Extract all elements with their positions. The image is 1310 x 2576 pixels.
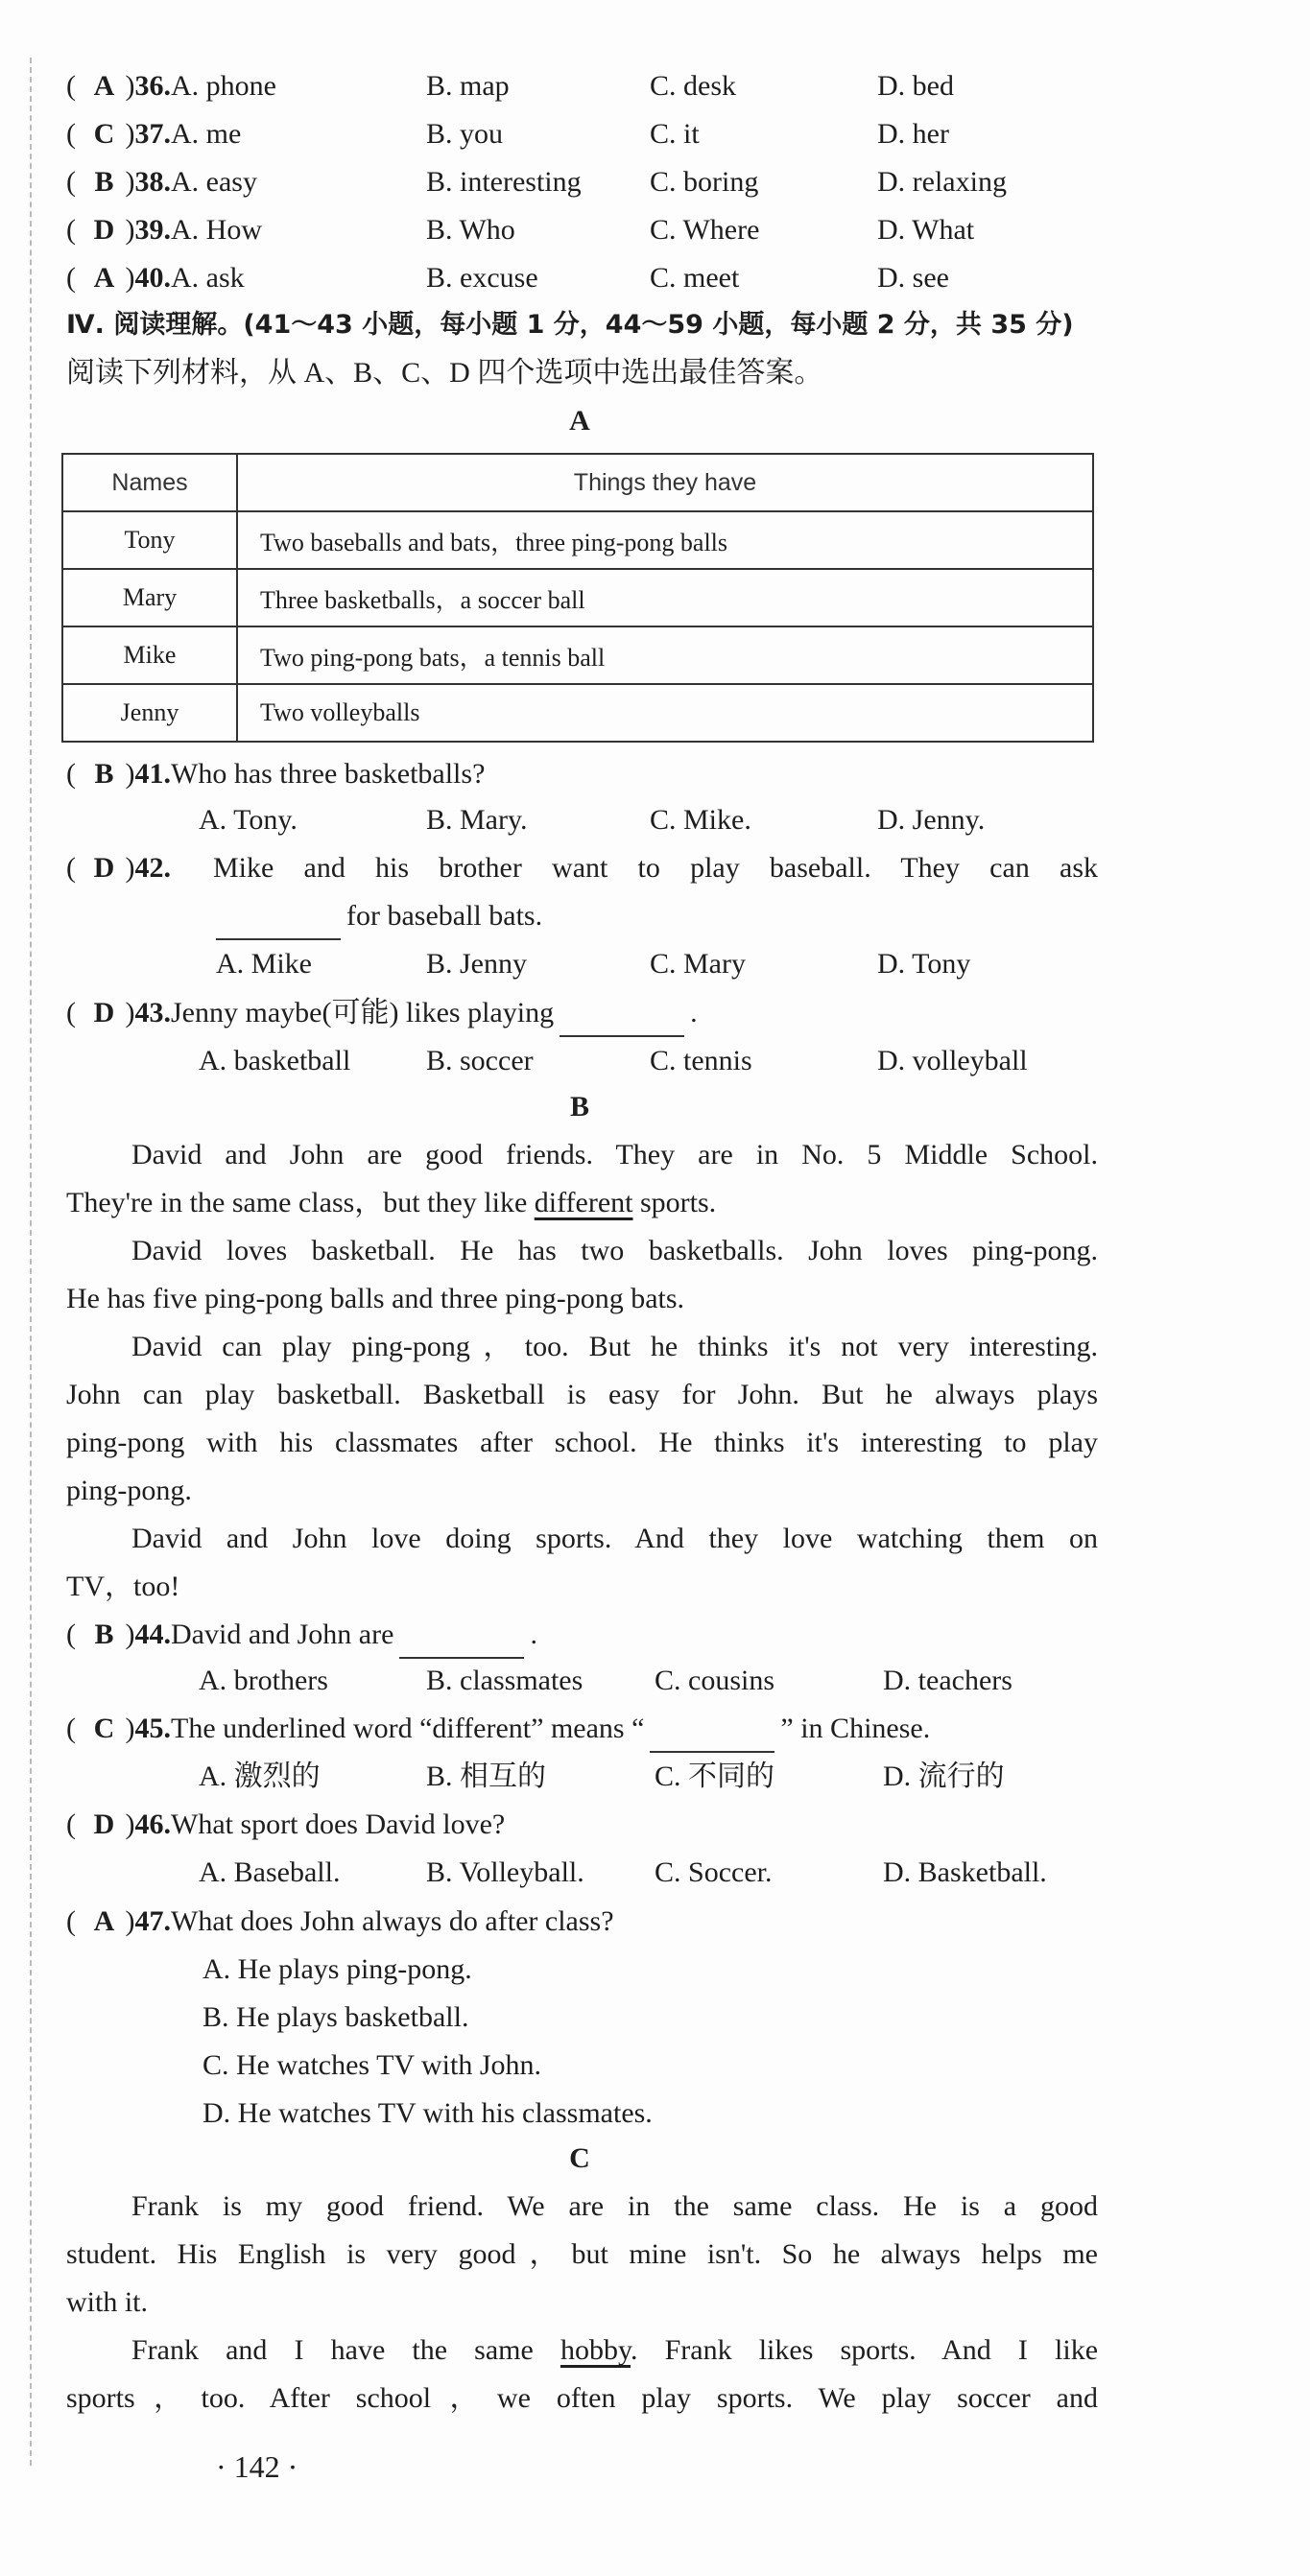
passage-line: David and John love doing sports. And they love watching them on: [131, 1523, 1098, 1554]
options-44: [0, 1657, 1310, 1705]
passage-line: ping-pong.: [66, 1475, 192, 1506]
option-c: C. boring: [650, 166, 759, 198]
things-table: [61, 453, 1094, 743]
option-d: D. teachers: [883, 1665, 1012, 1696]
option-a: A. 激烈的: [199, 1761, 321, 1792]
option-a: A. me: [171, 118, 242, 150]
question-42-continued: [216, 892, 542, 940]
answer-letter: D: [93, 214, 115, 246]
option-b: B. soccer: [426, 1045, 534, 1076]
option-b: B. Who: [426, 214, 515, 246]
option-d: D. see: [877, 262, 949, 294]
table-header-row: [62, 454, 1093, 511]
option-b: B. Mary.: [426, 804, 528, 836]
question-text-continued: for baseball bats.: [346, 900, 543, 932]
question-text: Who has three basketballs?: [171, 758, 486, 790]
passage-line: [131, 2327, 1098, 2375]
underlined-word: different: [534, 1187, 633, 1218]
answer-letter: C: [93, 1713, 115, 1744]
option-a: A. brothers: [199, 1665, 328, 1696]
options-43: [0, 1037, 1310, 1085]
text: sports.: [640, 1187, 717, 1218]
option-d: D. bed: [877, 70, 954, 102]
answer-letter: B: [94, 758, 114, 790]
option-d: D. Basketball.: [883, 1856, 1047, 1888]
answer-letter: C: [93, 118, 115, 150]
option-a: A. Tony.: [199, 804, 298, 836]
section-instruction: 阅读下列材料，从 A、B、C、D 四个选项中选出最佳答案。: [66, 357, 823, 389]
underlined-word: hobby: [560, 2334, 631, 2366]
answer-blank: [650, 1716, 774, 1753]
question-number: 43.: [134, 997, 171, 1028]
answer-letter: A: [93, 1905, 115, 1937]
column-header: Things they have: [237, 454, 1093, 511]
option-d: D. Tony: [877, 948, 971, 980]
question-number: 46.: [134, 1808, 171, 1840]
table-row: [62, 626, 1093, 684]
option-a: A. easy: [171, 166, 257, 198]
option-c: C. it: [650, 118, 700, 150]
passage-line: David loves basketball. He has two basketballs. John loves ping-pong.: [131, 1235, 1098, 1266]
answer-letter: A: [93, 262, 115, 294]
option-a: A. ask: [171, 262, 245, 294]
option-c: C. He watches TV with John.: [202, 2049, 542, 2081]
option-c: C. Soccer.: [655, 1856, 773, 1888]
table-row: [62, 511, 1093, 569]
option-d: D. 流行的: [883, 1761, 1005, 1792]
question-42: ( D )42. Mike and his brother want to play baseball. They can ask: [0, 844, 1310, 892]
option-a: A. Baseball.: [199, 1856, 341, 1888]
answer-letter: D: [93, 997, 115, 1028]
name-cell: Tony: [62, 511, 237, 569]
question-number: 39.: [134, 214, 171, 246]
passage-line: David can play ping-pong，too. But he thinks it's not very interesting.: [131, 1331, 1098, 1362]
question-text: What sport does David love?: [171, 1808, 506, 1840]
passage-line: John can play basketball. Basketball is easy for John. But he always plays: [66, 1379, 1098, 1410]
question-text: The underlined word “different” means “: [171, 1713, 645, 1744]
passage-line: He has five ping-pong balls and three ping-pong bats.: [66, 1283, 685, 1314]
answer-blank: [399, 1622, 524, 1659]
question-text: David and John are: [171, 1619, 394, 1650]
option-b: B. you: [426, 118, 504, 150]
options-41: [0, 796, 1310, 844]
things-cell: Three basketballs，a soccer ball: [237, 569, 1093, 626]
period: .: [690, 997, 698, 1028]
option-c: C. cousins: [655, 1665, 775, 1696]
name-cell: Jenny: [62, 684, 237, 742]
option-b: B. classmates: [426, 1665, 584, 1696]
option-c: C. tennis: [650, 1045, 752, 1076]
option-c: C. Mike.: [650, 804, 751, 836]
option-d: D. her: [877, 118, 949, 150]
option-b: B. map: [426, 70, 510, 102]
text: Frank and I have the same: [131, 2334, 534, 2366]
text: They're in the same class，but they like: [66, 1187, 528, 1218]
passage-line: student. His English is very good，but mine isn't. So he always helps me: [66, 2238, 1098, 2270]
passage-line: [66, 1179, 1098, 1227]
period: .: [530, 1619, 537, 1650]
option-b: B. excuse: [426, 262, 538, 294]
table-row: [62, 684, 1093, 742]
answer-letter: B: [94, 1619, 114, 1650]
question-number: 47.: [134, 1905, 171, 1937]
answer-letter: D: [93, 852, 115, 884]
passage-line: ping-pong with his classmates after school. He thinks it's interesting to play: [66, 1427, 1098, 1458]
option-c: C. meet: [650, 262, 740, 294]
option-c: C. 不同的: [655, 1761, 775, 1792]
column-header: Names: [62, 454, 237, 511]
name-cell: Mike: [62, 626, 237, 684]
cloze-row: ( A )40.A. ask B. excuse C. meet D. see: [0, 254, 1310, 302]
cloze-row: ( B )38.A. easy B. interesting C. boring D. relaxing: [0, 158, 1310, 206]
options-45: [0, 1753, 1310, 1801]
passage-c-title: C: [569, 2142, 590, 2174]
question-number: 45.: [134, 1713, 171, 1744]
question-number: 40.: [134, 262, 171, 294]
option-a: A. basketball: [199, 1045, 351, 1076]
cloze-row: ( D )39.A. How B. Who C. Where D. What: [0, 206, 1310, 254]
answer-blank: [216, 904, 341, 940]
question-text-end: ” in Chinese.: [780, 1713, 931, 1744]
page-number: · 142 ·: [216, 2449, 298, 2484]
cloze-row: ( C )37.A. me B. you C. it D. her: [0, 110, 1310, 158]
options-46: [0, 1849, 1310, 1897]
question-number: 36.: [134, 70, 171, 102]
text: . Frank likes sports. And I like: [631, 2334, 1099, 2366]
option-c: C. Mary: [650, 948, 746, 980]
option-a: A. He plays ping-pong.: [202, 1953, 472, 1985]
option-c: C. desk: [650, 70, 736, 102]
option-b: B. Volleyball.: [426, 1856, 584, 1888]
things-cell: Two volleyballs: [237, 684, 1093, 742]
question-text: Jenny maybe(可能) likes playing: [171, 997, 555, 1028]
question-number: 38.: [134, 166, 171, 198]
option-c: C. Where: [650, 214, 760, 246]
name-cell: Mary: [62, 569, 237, 626]
option-d: D. relaxing: [877, 166, 1007, 198]
passage-a-title: A: [569, 405, 590, 437]
option-d: D. Jenny.: [877, 804, 986, 836]
options-42: [0, 940, 1310, 988]
passage-line: David and John are good friends. They are in No. 5 Middle School.: [131, 1139, 1098, 1170]
option-d: D. He watches TV with his classmates.: [202, 2097, 653, 2129]
question-text: Mike and his brother want to play baseball. They can ask: [213, 852, 1098, 884]
passage-line: sports，too. After school，we often play sports. We play soccer and: [66, 2382, 1098, 2414]
passage-b-title: B: [569, 1091, 589, 1123]
option-a: A. phone: [171, 70, 276, 102]
option-a: A. How: [171, 214, 262, 246]
question-text: What does John always do after class?: [171, 1905, 614, 1937]
question-number: 42.: [134, 852, 171, 884]
answer-blank: [560, 1001, 684, 1037]
answer-letter: B: [94, 166, 114, 198]
cloze-row: ( A )36.A. phone B. map C. desk D. bed: [0, 62, 1310, 110]
table-row: [62, 569, 1093, 626]
passage-line: with it.: [66, 2286, 149, 2318]
things-cell: Two ping-pong bats，a tennis ball: [237, 626, 1093, 684]
things-cell: Two baseballs and bats，three ping-pong balls: [237, 511, 1093, 569]
answer-letter: A: [93, 70, 115, 102]
question-number: 44.: [134, 1619, 171, 1650]
option-b: B. He plays basketball.: [202, 2001, 469, 2033]
answer-letter: D: [93, 1808, 115, 1840]
passage-line: Frank is my good friend. We are in the same class. He is a good: [131, 2190, 1098, 2222]
option-b: B. interesting: [426, 166, 582, 198]
passage-line: TV，too!: [66, 1571, 180, 1602]
option-b: B. 相互的: [426, 1761, 547, 1792]
option-b: B. Jenny: [426, 948, 527, 980]
question-number: 41.: [134, 758, 171, 790]
section-heading: Ⅳ. 阅读理解。(41～43 小题，每小题 1 分，44～59 小题，每小题 2 分，共 35 分): [66, 310, 1074, 340]
question-number: 37.: [134, 118, 171, 150]
option-a: A. Mike: [216, 948, 312, 980]
option-d: D. volleyball: [877, 1045, 1028, 1076]
option-d: D. What: [877, 214, 975, 246]
